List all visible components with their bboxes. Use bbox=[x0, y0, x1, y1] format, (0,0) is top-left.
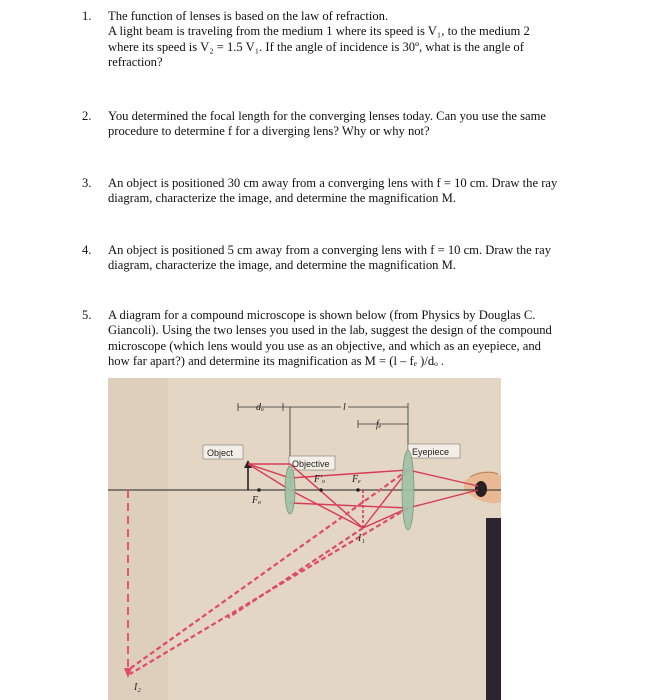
question-number: 1. bbox=[82, 9, 92, 23]
question-text-line: You determined the focal length for the converging lenses today. Can you use the same bbox=[108, 109, 546, 123]
fo-label: Fₒ bbox=[252, 495, 261, 506]
question-text-line: diagram, characterize the image, and determine the magnification M. bbox=[108, 191, 456, 206]
focal-point-fe bbox=[356, 488, 360, 492]
question-text-line: An object is positioned 5 cm away from a converging lens with f = 10 cm. Draw the ray bbox=[108, 243, 551, 257]
question-text-line: A diagram for a compound microscope is shown below (from Physics by Douglas C. bbox=[108, 308, 536, 322]
microscope-diagram bbox=[108, 378, 501, 700]
i1-label: I₁ bbox=[358, 533, 365, 544]
objective-label: Objective bbox=[292, 459, 330, 469]
eyepiece-label: Eyepiece bbox=[412, 447, 450, 457]
eyepiece-lens bbox=[402, 450, 414, 530]
question-text-line: An object is positioned 30 cm away from a converging lens with f = 10 cm. Draw the ray bbox=[108, 176, 558, 190]
question-text-line: Giancoli). Using the two lenses you used in the lab, suggest the design of the compound bbox=[108, 323, 552, 338]
object-label: Object bbox=[207, 448, 234, 458]
question-number: 2. bbox=[82, 109, 92, 123]
question-1 bbox=[82, 9, 627, 71]
compound-microscope-figure bbox=[108, 378, 501, 700]
question-text-line: diagram, characterize the image, and determine the magnification M. bbox=[108, 258, 456, 273]
fo-prime-label: F′ₒ bbox=[314, 474, 326, 485]
question-number: 3. bbox=[82, 176, 92, 190]
objective-lens bbox=[285, 466, 295, 514]
question-2 bbox=[82, 109, 627, 140]
background-shade bbox=[108, 378, 168, 700]
focal-point-fo-prime bbox=[319, 488, 323, 492]
do-label: dₒ bbox=[256, 402, 264, 413]
dark-panel bbox=[486, 518, 501, 700]
eye-pupil bbox=[475, 481, 487, 497]
focal-point-fo bbox=[257, 488, 261, 492]
question-3 bbox=[82, 176, 627, 207]
i2-label: I₂ bbox=[134, 682, 141, 693]
question-text-line: how far apart?) and determine its magnification as M = (l – fₑ )/dₒ . bbox=[108, 354, 445, 369]
question-text-line: where its speed is V₂ = 1.5 V₁. If the angle of incidence is 30º, what is the angle of bbox=[108, 39, 524, 54]
fe-point-label: Fₑ bbox=[352, 474, 361, 485]
question-5 bbox=[82, 308, 627, 370]
question-number: 4. bbox=[82, 243, 92, 257]
question-4 bbox=[82, 243, 627, 274]
l-label: l bbox=[343, 402, 346, 413]
question-text-line: procedure to determine f for a diverging lens? Why or why not? bbox=[108, 124, 430, 139]
fe-label: fₑ bbox=[376, 419, 382, 430]
question-number: 5. bbox=[82, 308, 92, 322]
question-text-line: The function of lenses is based on the law of refraction. bbox=[108, 9, 389, 23]
question-text-line: A light beam is traveling from the medium 1 where its speed is V₁, to the medium 2 bbox=[108, 24, 530, 39]
question-text-line: refraction? bbox=[108, 55, 163, 70]
question-text-line: microscope (which lens would you use as an objective, and which as an eyepiece, and bbox=[108, 338, 541, 353]
